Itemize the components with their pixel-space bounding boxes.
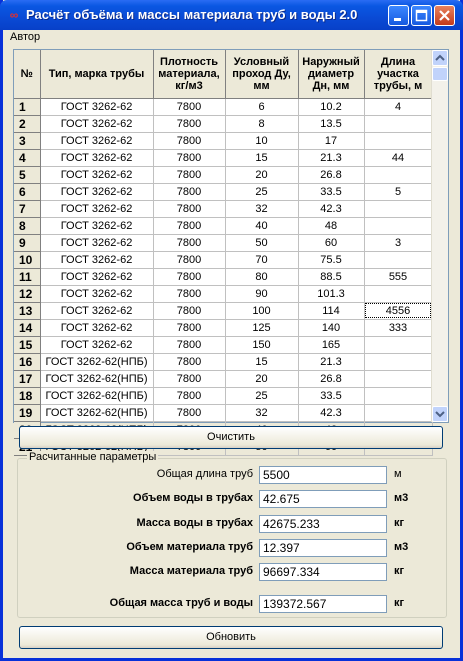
length-cell[interactable] (364, 353, 432, 370)
length-cell[interactable]: 5 (364, 183, 432, 200)
density-cell[interactable]: 7800 (153, 234, 225, 251)
menu-item-author[interactable]: Автор (10, 31, 41, 43)
outer-diameter-cell[interactable]: 165 (298, 336, 364, 353)
arrow-up-icon (433, 51, 447, 65)
outer-diameter-cell[interactable]: 21.3 (298, 353, 364, 370)
header-length[interactable]: Длина участка трубы, м (364, 50, 432, 98)
nominal-diameter-cell[interactable]: 32 (225, 200, 298, 217)
table-row[interactable] (14, 404, 432, 421)
outer-diameter-cell[interactable]: 140 (298, 319, 364, 336)
length-cell[interactable] (364, 336, 432, 353)
table-row[interactable] (14, 149, 432, 166)
outer-diameter-cell[interactable]: 48 (298, 217, 364, 234)
row-number: 2 (14, 115, 40, 132)
length-cell[interactable] (364, 132, 432, 149)
length-cell[interactable] (364, 285, 432, 302)
density-cell[interactable]: 7800 (153, 285, 225, 302)
pipe-type-cell[interactable]: ГОСТ 3262-62(НПБ) (40, 370, 153, 387)
header-outer-diameter[interactable]: Наружный диаметр Дн, мм (298, 50, 364, 98)
material-volume-field[interactable]: 12.397 (259, 539, 387, 557)
water-volume-field[interactable]: 42.675 (259, 490, 387, 508)
table-row[interactable] (14, 183, 432, 200)
row-number: 13 (14, 302, 40, 319)
length-cell[interactable]: 333 (364, 319, 432, 336)
outer-diameter-cell[interactable]: 101.3 (298, 285, 364, 302)
density-cell[interactable]: 7800 (153, 370, 225, 387)
row-number: 16 (14, 353, 40, 370)
length-cell[interactable] (364, 115, 432, 132)
water-volume-label: Объем воды в трубах (133, 492, 253, 504)
pipe-type-cell[interactable]: ГОСТ 3262-62 (40, 268, 153, 285)
density-cell[interactable]: 7800 (153, 404, 225, 421)
length-cell[interactable] (364, 200, 432, 217)
length-cell[interactable] (364, 251, 432, 268)
outer-diameter-cell[interactable]: 114 (298, 302, 364, 319)
row-number: 11 (14, 268, 40, 285)
outer-diameter-cell[interactable]: 42.3 (298, 200, 364, 217)
length-cell[interactable] (364, 217, 432, 234)
minimize-button[interactable] (388, 5, 409, 26)
material-mass-field[interactable]: 96697.334 (259, 563, 387, 581)
grid-table (14, 50, 433, 456)
pipe-type-cell[interactable]: ГОСТ 3262-62 (40, 302, 153, 319)
pipe-type-cell[interactable]: ГОСТ 3262-62 (40, 132, 153, 149)
density-cell[interactable]: 7800 (153, 268, 225, 285)
pipe-type-cell[interactable]: ГОСТ 3262-62 (40, 336, 153, 353)
length-cell[interactable] (364, 404, 432, 421)
row-number: 9 (14, 234, 40, 251)
pipe-type-cell[interactable]: ГОСТ 3262-62(НПБ) (40, 404, 153, 421)
total-mass-label: Общая масса труб и воды (109, 597, 253, 609)
row-number: 12 (14, 285, 40, 302)
nominal-diameter-cell[interactable]: 8 (225, 115, 298, 132)
outer-diameter-cell[interactable]: 13.5 (298, 115, 364, 132)
outer-diameter-cell[interactable]: 75.5 (298, 251, 364, 268)
total-mass-field[interactable]: 139372.567 (259, 595, 387, 613)
menu-bar (3, 30, 460, 46)
row-number: 5 (14, 166, 40, 183)
nominal-diameter-cell[interactable]: 10 (225, 132, 298, 149)
outer-diameter-cell[interactable]: 88.5 (298, 268, 364, 285)
table-row[interactable] (14, 166, 432, 183)
row-number: 18 (14, 387, 40, 404)
table-row[interactable] (14, 319, 432, 336)
density-cell[interactable]: 7800 (153, 115, 225, 132)
refresh-button[interactable]: Обновить (19, 626, 443, 649)
header-nominal-diameter[interactable]: Условный проход Ду, мм (225, 50, 298, 98)
app-icon: ∞ (9, 8, 19, 22)
nominal-diameter-cell[interactable]: 125 (225, 319, 298, 336)
density-cell[interactable]: 7800 (153, 149, 225, 166)
length-cell[interactable]: 4556 (364, 302, 432, 319)
row-number: 14 (14, 319, 40, 336)
row-number: 7 (14, 200, 40, 217)
row-number: 4 (14, 149, 40, 166)
nominal-diameter-cell[interactable]: 70 (225, 251, 298, 268)
maximize-button[interactable] (411, 5, 432, 26)
length-cell[interactable] (364, 370, 432, 387)
close-button[interactable] (434, 5, 455, 26)
length-cell[interactable]: 3 (364, 234, 432, 251)
outer-diameter-cell[interactable]: 21.3 (298, 149, 364, 166)
density-cell[interactable]: 7800 (153, 166, 225, 183)
row-number: 10 (14, 251, 40, 268)
water-mass-field[interactable]: 42675.233 (259, 515, 387, 533)
pipe-type-cell[interactable]: ГОСТ 3262-62(НПБ) (40, 353, 153, 370)
results-group-title: Расчитанные параметры (29, 451, 157, 463)
row-number: 17 (14, 370, 40, 387)
nominal-diameter-cell[interactable]: 25 (225, 387, 298, 404)
clear-button[interactable]: Очистить (19, 426, 443, 449)
pipe-type-cell[interactable]: ГОСТ 3262-62 (40, 217, 153, 234)
table-row[interactable] (14, 387, 432, 404)
table-row[interactable] (14, 217, 432, 234)
material-volume-label: Объем материала труб (126, 541, 253, 553)
material-volume-unit: м3 (394, 541, 409, 553)
total-length-unit: м (394, 468, 402, 480)
pipe-type-cell[interactable]: ГОСТ 3262-62 (40, 319, 153, 336)
density-cell[interactable]: 7800 (153, 319, 225, 336)
pipe-type-cell[interactable]: ГОСТ 3262-62 (40, 115, 153, 132)
minimize-icon (389, 6, 408, 25)
total-length-field[interactable]: 5500 (259, 466, 387, 484)
density-cell[interactable]: 7800 (153, 387, 225, 404)
length-cell[interactable] (364, 166, 432, 183)
nominal-diameter-cell[interactable]: 40 (225, 217, 298, 234)
pipe-type-cell[interactable]: ГОСТ 3262-62 (40, 234, 153, 251)
density-cell[interactable]: 7800 (153, 183, 225, 200)
nominal-diameter-cell[interactable]: 15 (225, 149, 298, 166)
outer-diameter-cell[interactable]: 42.3 (298, 404, 364, 421)
pipe-data-grid[interactable] (13, 49, 449, 423)
table-row[interactable] (14, 251, 432, 268)
outer-diameter-cell[interactable]: 33.5 (298, 183, 364, 200)
table-row[interactable] (14, 234, 432, 251)
table-row[interactable] (14, 285, 432, 302)
density-cell[interactable]: 7800 (153, 217, 225, 234)
density-cell[interactable]: 7800 (153, 353, 225, 370)
row-number: 6 (14, 183, 40, 200)
table-row[interactable] (14, 370, 432, 387)
grid-vertical-scrollbar[interactable] (431, 50, 448, 422)
material-mass-label: Масса материала труб (129, 565, 253, 577)
length-cell[interactable]: 555 (364, 268, 432, 285)
row-number: 3 (14, 132, 40, 149)
nominal-diameter-cell[interactable]: 90 (225, 285, 298, 302)
density-cell[interactable]: 7800 (153, 251, 225, 268)
pipe-type-cell[interactable]: ГОСТ 3262-62 (40, 98, 153, 115)
scroll-thumb[interactable] (432, 67, 448, 81)
nominal-diameter-cell[interactable]: 6 (225, 98, 298, 115)
pipe-type-cell[interactable]: ГОСТ 3262-62 (40, 166, 153, 183)
density-cell[interactable]: 7800 (153, 98, 225, 115)
pipe-type-cell[interactable]: ГОСТ 3262-62 (40, 285, 153, 302)
header-number[interactable]: № (14, 50, 40, 98)
material-mass-unit: кг (394, 565, 405, 577)
nominal-diameter-cell[interactable]: 32 (225, 404, 298, 421)
water-volume-unit: м3 (394, 492, 409, 504)
title-bar[interactable] (0, 0, 463, 30)
row-number: 19 (14, 404, 40, 421)
header-density[interactable]: Плотность материала, кг/м3 (153, 50, 225, 98)
pipe-type-cell[interactable]: ГОСТ 3262-62(НПБ) (40, 387, 153, 404)
outer-diameter-cell[interactable]: 60 (298, 234, 364, 251)
length-cell[interactable] (364, 387, 432, 404)
table-row[interactable] (14, 302, 432, 319)
grid-header-row (14, 50, 432, 98)
table-row[interactable] (14, 132, 432, 149)
outer-diameter-cell[interactable]: 26.8 (298, 166, 364, 183)
length-cell[interactable]: 44 (364, 149, 432, 166)
nominal-diameter-cell[interactable]: 25 (225, 183, 298, 200)
total-length-label: Общая длина труб (156, 468, 253, 480)
nominal-diameter-cell[interactable]: 20 (225, 370, 298, 387)
table-row[interactable] (14, 353, 432, 370)
table-row[interactable] (14, 336, 432, 353)
nominal-diameter-cell[interactable]: 100 (225, 302, 298, 319)
nominal-diameter-cell[interactable]: 80 (225, 268, 298, 285)
maximize-icon (412, 6, 431, 25)
pipe-type-cell[interactable]: ГОСТ 3262-62 (40, 149, 153, 166)
table-row[interactable] (14, 268, 432, 285)
close-icon (435, 6, 454, 25)
density-cell[interactable]: 7800 (153, 132, 225, 149)
row-number: 8 (14, 217, 40, 234)
pipe-type-cell[interactable]: ГОСТ 3262-62 (40, 200, 153, 217)
table-row[interactable] (14, 98, 432, 115)
arrow-down-icon (433, 407, 447, 421)
window-title: Расчёт объёма и массы материала труб и воды 2.0 (26, 7, 358, 22)
density-cell[interactable]: 7800 (153, 336, 225, 353)
outer-diameter-cell[interactable]: 17 (298, 132, 364, 149)
outer-diameter-cell[interactable]: 26.8 (298, 370, 364, 387)
table-row[interactable] (14, 115, 432, 132)
water-mass-unit: кг (394, 517, 405, 529)
nominal-diameter-cell[interactable]: 20 (225, 166, 298, 183)
nominal-diameter-cell[interactable]: 150 (225, 336, 298, 353)
density-cell[interactable]: 7800 (153, 200, 225, 217)
nominal-diameter-cell[interactable]: 15 (225, 353, 298, 370)
row-number: 1 (14, 98, 40, 115)
pipe-type-cell[interactable]: ГОСТ 3262-62 (40, 251, 153, 268)
row-number: 15 (14, 336, 40, 353)
pipe-type-cell[interactable]: ГОСТ 3262-62 (40, 183, 153, 200)
table-row[interactable] (14, 200, 432, 217)
length-cell[interactable]: 4 (364, 98, 432, 115)
scroll-up-button[interactable] (432, 50, 448, 66)
nominal-diameter-cell[interactable]: 50 (225, 234, 298, 251)
header-pipe-type[interactable]: Тип, марка трубы (40, 50, 153, 98)
water-mass-label: Масса воды в трубах (136, 517, 253, 529)
outer-diameter-cell[interactable]: 33.5 (298, 387, 364, 404)
outer-diameter-cell[interactable]: 10.2 (298, 98, 364, 115)
scroll-down-button[interactable] (432, 406, 448, 422)
density-cell[interactable]: 7800 (153, 302, 225, 319)
total-mass-unit: кг (394, 597, 405, 609)
